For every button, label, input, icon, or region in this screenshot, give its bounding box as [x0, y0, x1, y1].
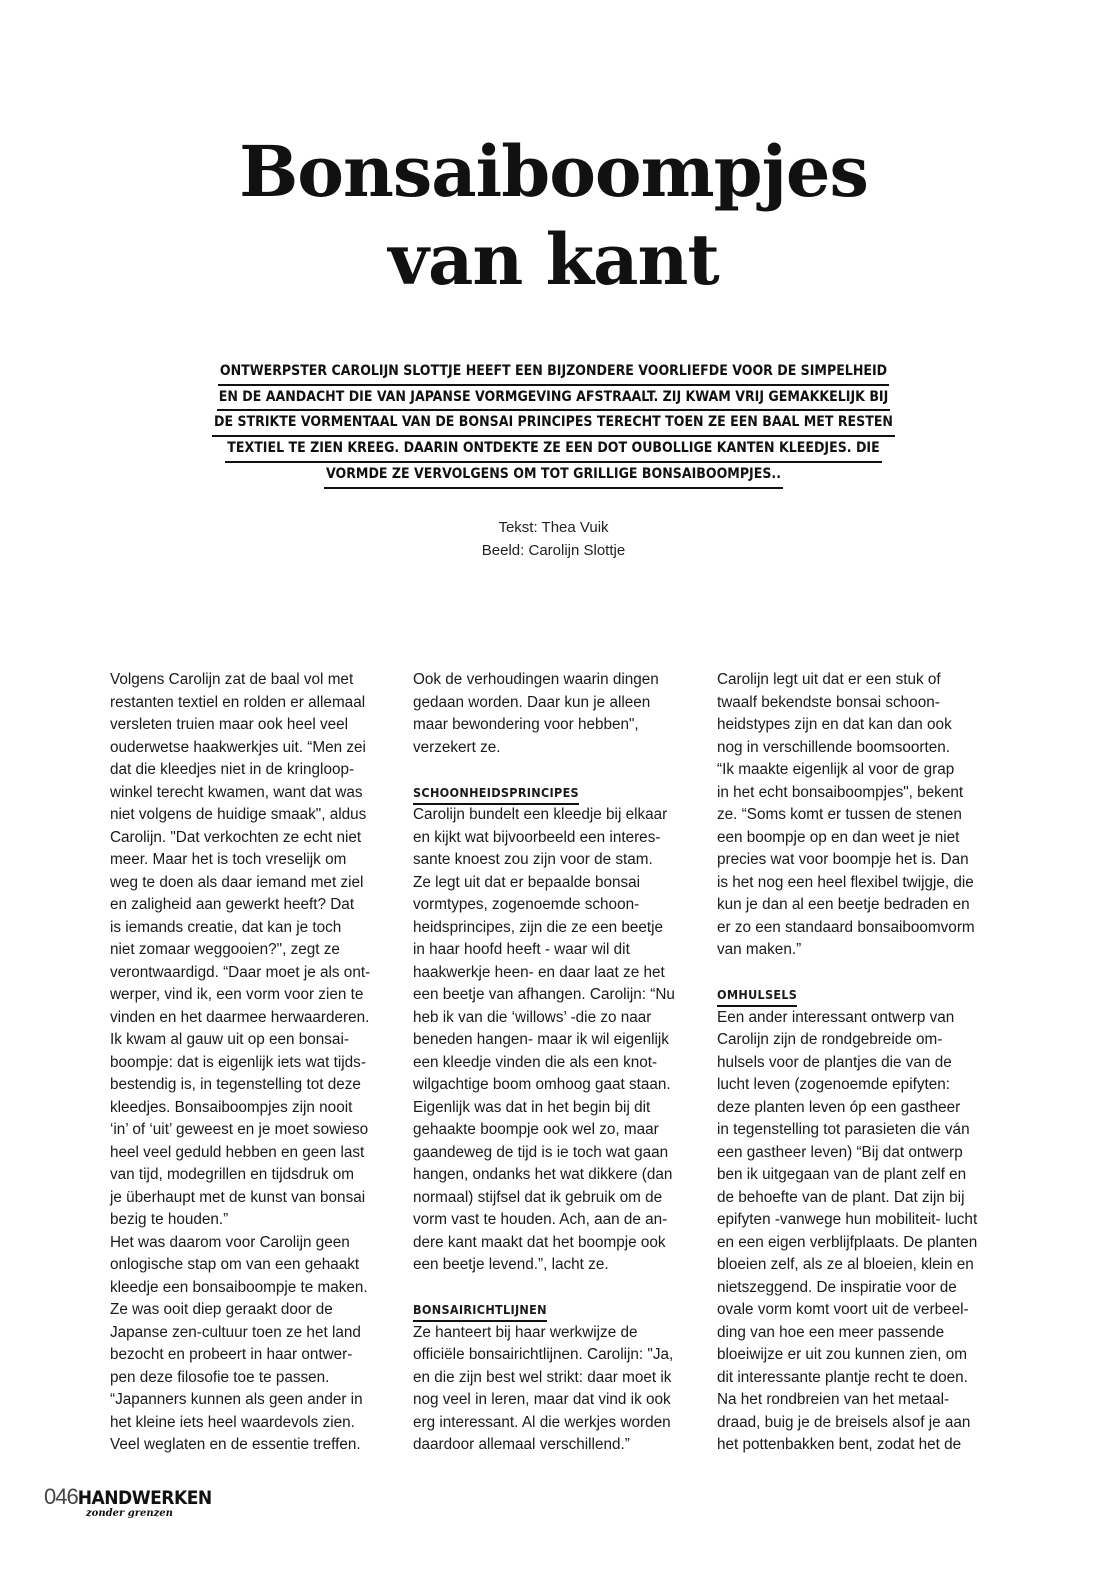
- text-line: weg te doen als daar iemand met ziel: [110, 873, 364, 891]
- intro-line: EN DE AANDACHT DIE VAN JAPANSE VORMGEVING AFSTRAALT. ZIJ KWAM VRIJ GEMAKKELIJK BIJ: [217, 386, 891, 412]
- text-line: beneden hangen- maar ik wil eigenlijk: [413, 1031, 669, 1048]
- text-line: bestendig is, in tegenstelling tot deze: [110, 1076, 361, 1093]
- spacer: [413, 759, 678, 782]
- text-line: Ze hanteert bij haar werkwijze de: [413, 1323, 638, 1341]
- text-line: heidstypes zijn en dat kan dan ook: [717, 716, 952, 733]
- article-credits: [0, 516, 1107, 562]
- text-line: in haar hoofd heeft - waar wil dit: [413, 941, 630, 958]
- text-line: ovale vorm komt voort uit de verbeel-: [717, 1301, 969, 1318]
- text-line: hulsels voor de plantjes die van de: [717, 1053, 952, 1071]
- text-line: Volgens Carolijn zat de baal vol met: [110, 671, 354, 688]
- text-line: daardoor allemaal verschillend.”: [413, 1436, 630, 1453]
- text-line: twaalf bekendste bonsai schoon-: [717, 693, 940, 711]
- text-line: in het echt bonsaiboompjes", bekent: [717, 783, 964, 801]
- text-line: erg interessant. Al die werkjes worden: [413, 1413, 671, 1431]
- text-line: ‘in’ of ‘uit’ geweest en je moet sowieso: [110, 1121, 369, 1138]
- text-line: hangen, ondanks het wat dikkere (dan: [413, 1166, 673, 1183]
- text-line: Het was daarom voor Carolijn geen: [110, 1233, 350, 1251]
- text-line: wilgachtige boom omhoog gaat staan.: [413, 1076, 671, 1093]
- text-line: ben ik uitgegaan van de plant zelf en: [717, 1166, 967, 1183]
- text-line: Een ander interessant ontwerp van: [717, 1008, 955, 1026]
- subhead-wrapper: [413, 1299, 678, 1322]
- text-line: dit interessante plantje recht te doen.: [717, 1368, 968, 1386]
- title-line-1: Bonsaiboompjes: [239, 130, 868, 213]
- text-line: kleedje een bonsaiboompje te maken.: [110, 1278, 368, 1296]
- text-line: er zo een standaard bonsaiboomvorm: [717, 918, 975, 936]
- text-line: is iemands creatie, dat kan je toch: [110, 918, 342, 936]
- text-line: vinden en het daarmee herwaarderen.: [110, 1008, 370, 1026]
- title-line-2: van kant: [388, 218, 719, 301]
- text-line: ouderwetse haakwerkjes uit. “Men zei: [110, 738, 366, 756]
- text-line: is het nog een heel flexibel twijgje, die: [717, 873, 974, 891]
- text-line: meer. Maar het is toch vreselijk om: [110, 851, 347, 868]
- text-line: het pottenbakken bent, zodat het de: [717, 1436, 962, 1453]
- article-title: [0, 128, 1107, 304]
- body-column-2: [413, 669, 678, 1457]
- text-line: een boompje op en dan weet je niet: [717, 828, 960, 846]
- text-line: van maken.”: [717, 941, 802, 958]
- intro-line: TEXTIEL TE ZIEN KREEG. DAARIN ONTDEKTE ZE EEN DOT OUBOLLIGE KANTEN KLEEDJES. DIE: [225, 437, 881, 463]
- text-line: kun je dan al een beetje bedraden en: [717, 896, 970, 913]
- text-line: Ik kwam al gauw uit op een bonsai-: [110, 1031, 349, 1048]
- text-line: niet zomaar weggooien?", zegt ze: [110, 941, 340, 958]
- text-line: pen deze filosofie toe te passen.: [110, 1368, 330, 1386]
- text-line: Carolijn bundelt een kleedje bij elkaar: [413, 806, 668, 823]
- text-line: en kijkt wat bijvoorbeeld een interes-: [413, 828, 661, 846]
- text-line: boompje: dat is eigenlijk iets wat tijds-: [110, 1053, 366, 1071]
- magazine-logo-name: HANDWERKEN: [77, 1487, 212, 1509]
- text-line: Japanse zen-cultuur toen ze het land: [110, 1323, 361, 1341]
- magazine-logo-tagline: zonder grenzen: [86, 1508, 173, 1519]
- text-line: Carolijn. "Dat verkochten ze echt niet: [110, 828, 362, 846]
- intro-line: VORMDE ZE VERVOLGENS OM TOT GRILLIGE BONSAIBOOMPJES..: [324, 463, 783, 489]
- column-3-paragraph-a: [717, 669, 982, 962]
- text-line: nietszeggend. De inspiratie voor de: [717, 1278, 957, 1296]
- text-line: deze planten leven óp een gastheer: [717, 1098, 961, 1116]
- text-line: niet volgens de huidige smaak", aldus: [110, 806, 367, 823]
- text-line: epifyten -vanwege hun mobiliteit- lucht: [717, 1211, 978, 1228]
- page-footer: [44, 1484, 212, 1519]
- text-line: bloeien zelf, als ze al bloeien, klein en: [717, 1256, 974, 1273]
- text-line: gedaan worden. Daar kun je alleen: [413, 693, 651, 711]
- text-line: het kleine iets heel waardevols zien.: [110, 1413, 355, 1431]
- text-line: verzekert ze.: [413, 738, 501, 756]
- text-line: een kleedje vinden die als een knot-: [413, 1053, 658, 1071]
- text-line: werper, vind ik, een vorm voor zien te: [110, 986, 364, 1003]
- text-line: je überhaupt met de kunst van bonsai: [110, 1188, 366, 1206]
- text-line: vorm vast te houden. Ach, aan de an-: [413, 1211, 668, 1228]
- spacer: [413, 1277, 678, 1300]
- text-line: heb ik van die ‘willows’ -die zo naar: [413, 1008, 652, 1026]
- text-line: Na het rondbreien van het metaal-: [717, 1391, 950, 1408]
- body-column-3: [717, 669, 982, 1457]
- text-line: Ze legt uit dat er bepaalde bonsai: [413, 873, 641, 891]
- text-line: ze. “Soms komt er tussen de stenen: [717, 806, 962, 823]
- subhead-bonsairichtlijnen: BONSAIRICHTLIJNEN: [413, 1301, 547, 1322]
- text-line: onlogische stap om van een gehaakt: [110, 1256, 360, 1273]
- credit-image-author: Beeld: Carolijn Slottje: [481, 542, 626, 559]
- text-line: gaandeweg de tijd is ie toch wat gaan: [413, 1143, 669, 1161]
- page-number: 046: [44, 1484, 78, 1509]
- text-line: precies wat voor boompje het is. Dan: [717, 851, 969, 868]
- text-line: “Japanners kunnen als geen ander in: [110, 1391, 363, 1408]
- text-line: een gastheer leven) “Bij dat ontwerp: [717, 1143, 963, 1161]
- text-line: heel veel geduld hebben en geen last: [110, 1143, 365, 1161]
- text-line: vormtypes, zogenoemde schoon-: [413, 896, 640, 913]
- text-line: Veel weglaten en de essentie treffen.: [110, 1436, 361, 1453]
- text-line: dat die kleedjes niet in de kringloop-: [110, 761, 355, 778]
- subhead-schoonheidsprincipes: SCHOONHEIDSPRINCIPES: [413, 784, 579, 805]
- text-line: kleedjes. Bonsaiboompjes zijn nooit: [110, 1098, 353, 1116]
- body-column-1: [110, 669, 375, 1457]
- text-line: normaal) stijfsel dat ik gebruik om de: [413, 1188, 663, 1206]
- text-line: een beetje van afhangen. Carolijn: “Nu: [413, 986, 675, 1003]
- article-intro: [180, 360, 927, 489]
- text-line: en die zijn best wel strikt: daar moet ik: [413, 1368, 672, 1386]
- text-line: lucht leven (zogenoemde epifyten:: [717, 1076, 951, 1093]
- text-line: nog in verschillende boomsoorten.: [717, 738, 950, 756]
- text-line: haakwerkje heen- en daar laat ze het: [413, 963, 665, 981]
- subhead-wrapper: [413, 782, 678, 805]
- text-line: restanten textiel en rolden er allemaal: [110, 693, 366, 711]
- intro-line: ONTWERPSTER CAROLIJN SLOTTJE HEEFT EEN BIJZONDERE VOORLIEFDE VOOR DE SIMPELHEID: [218, 360, 889, 386]
- text-line: winkel terecht kwamen, want dat was: [110, 783, 363, 801]
- column-2-paragraph-c: [413, 1322, 678, 1457]
- text-line: bloeiwijze er uit zou kunnen zien, om: [717, 1346, 967, 1363]
- text-line: maar bewondering voor hebben",: [413, 716, 639, 733]
- text-line: “Ik maakte eigenlijk al voor de grap: [717, 761, 955, 778]
- text-line: en zaligheid aan gewerkt heeft? Dat: [110, 896, 355, 913]
- subhead-wrapper: [717, 984, 982, 1007]
- text-line: bezocht en probeert in haar ontwer-: [110, 1346, 353, 1363]
- subhead-omhulsels: OMHULSELS: [717, 986, 797, 1007]
- text-line: en een eigen verblijfplaats. De planten: [717, 1233, 978, 1251]
- text-line: Ze was ooit diep geraakt door de: [110, 1301, 333, 1318]
- column-3-paragraph-b: [717, 1007, 982, 1457]
- text-line: draad, buig je de breisels alsof je aan: [717, 1413, 971, 1431]
- text-line: bezig te houden.”: [110, 1211, 229, 1228]
- column-2-paragraph-b: [413, 804, 678, 1277]
- text-line: sante knoest zou zijn voor de stam.: [413, 851, 653, 868]
- column-2-paragraph-a: [413, 669, 678, 759]
- credit-text-author: Tekst: Thea Vuik: [498, 519, 609, 536]
- text-line: Ook de verhoudingen waarin dingen: [413, 671, 659, 688]
- text-line: een beetje levend.”, lacht ze.: [413, 1256, 609, 1273]
- text-line: gehaakte boompje ook wel zo, maar: [413, 1121, 659, 1138]
- text-line: heidsprincipes, zijn die ze een beetje: [413, 918, 664, 936]
- text-line: Eigenlijk was dat in het begin bij dit: [413, 1098, 651, 1116]
- text-line: de behoefte van de plant. Dat zijn bij: [717, 1188, 965, 1206]
- text-line: verontwaardigd. “Daar moet je als ont-: [110, 963, 371, 981]
- text-line: dere kant maakt dat het boompje ook: [413, 1233, 666, 1251]
- text-line: Carolijn legt uit dat er een stuk of: [717, 671, 941, 688]
- text-line: versleten truien maar ook heel veel: [110, 716, 349, 733]
- text-line: van tijd, modegrillen en tijdsdruk om: [110, 1166, 355, 1183]
- spacer: [717, 962, 982, 985]
- text-line: in tegenstelling tot parasieten die ván: [717, 1121, 970, 1138]
- text-line: Carolijn zijn de rondgebreide om-: [717, 1031, 943, 1048]
- text-line: ding van hoe een meer passende: [717, 1323, 945, 1341]
- text-line: officiële bonsairichtlijnen. Carolijn: "Ja,: [413, 1346, 674, 1363]
- intro-line: DE STRIKTE VORMENTAAL VAN DE BONSAI PRINCIPES TERECHT TOEN ZE EEN BAAL MET RESTEN: [212, 411, 895, 437]
- text-line: nog veel in leren, maar dat vind ik ook: [413, 1391, 671, 1408]
